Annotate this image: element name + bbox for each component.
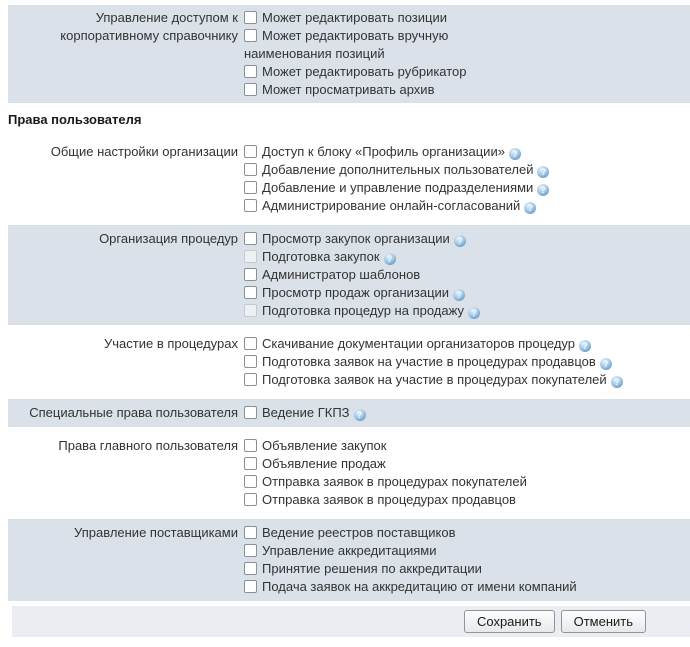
footer-action-bar — [12, 606, 690, 637]
user-rights-sections — [0, 133, 690, 601]
help-icon[interactable]: ? — [354, 409, 366, 421]
section-org-general-settings — [8, 133, 690, 225]
permission-item — [244, 455, 690, 473]
section-label: Управление поставщиками — [74, 525, 238, 540]
checkbox-label: Подготовка заявок на участие в процедурах продавцов — [262, 354, 596, 369]
section-label: Участие в процедурах — [104, 336, 238, 351]
checkbox[interactable] — [244, 268, 257, 281]
section-main-user-rights — [8, 427, 690, 519]
permission-item — [244, 542, 690, 560]
permission-item — [244, 161, 690, 179]
help-icon[interactable]: ? — [509, 148, 521, 160]
help-icon[interactable]: ? — [454, 235, 466, 247]
section-label: Управление доступом к корпоративному справочнику — [60, 10, 238, 43]
help-icon[interactable]: ? — [524, 202, 536, 214]
help-icon[interactable]: ? — [384, 253, 396, 265]
checkbox-label: Отправка заявок в процедурах покупателей — [262, 474, 527, 489]
checkbox[interactable] — [244, 439, 257, 452]
section-items — [244, 404, 690, 422]
checkbox[interactable] — [244, 83, 257, 96]
checkbox[interactable] — [244, 11, 257, 24]
checkbox[interactable] — [244, 163, 257, 176]
checkbox-label: Подача заявок на аккредитацию от имени компаний — [262, 579, 577, 594]
section-items — [244, 9, 494, 99]
checkbox-label: Может просматривать архив — [262, 82, 435, 97]
help-icon[interactable]: ? — [453, 289, 465, 301]
permission-item — [244, 335, 690, 353]
checkbox-label: Ведение ГКПЗ — [262, 405, 350, 420]
permission-item — [244, 9, 494, 27]
permission-item — [244, 404, 690, 422]
checkbox-label: Может редактировать рубрикатор — [262, 64, 467, 79]
checkbox[interactable] — [244, 580, 257, 593]
checkbox[interactable] — [244, 355, 257, 368]
checkbox-label: Просмотр продаж организации — [262, 285, 450, 300]
help-icon[interactable]: ? — [579, 340, 591, 352]
checkbox-label: Подготовка процедур на продажу — [262, 303, 464, 318]
section-procedure-organization — [8, 225, 690, 325]
help-icon[interactable]: ? — [600, 358, 612, 370]
checkbox[interactable] — [244, 337, 257, 350]
permission-item — [244, 197, 690, 215]
checkbox-label: Принятие решения по аккредитации — [262, 561, 482, 576]
checkbox-label: Администрирование онлайн-согласований — [262, 198, 521, 213]
permission-item — [244, 302, 690, 320]
section-items — [244, 437, 690, 509]
permission-item — [244, 230, 690, 248]
section-items — [244, 524, 690, 596]
checkbox[interactable] — [244, 562, 257, 575]
permission-item — [244, 473, 690, 491]
checkbox — [244, 304, 257, 317]
checkbox-label: Администратор шаблонов — [262, 267, 421, 282]
save-button[interactable]: Сохранить — [464, 610, 555, 633]
checkbox[interactable] — [244, 232, 257, 245]
checkbox-label: Отправка заявок в процедурах продавцов — [262, 492, 516, 507]
permission-item — [244, 266, 690, 284]
section-label: Специальные права пользователя — [29, 405, 238, 420]
user-rights-heading: Права пользователя — [8, 112, 142, 127]
section-label: Общие настройки организации — [50, 144, 238, 159]
checkbox[interactable] — [244, 373, 257, 386]
permission-item — [244, 248, 690, 266]
checkbox[interactable] — [244, 544, 257, 557]
permission-item — [244, 143, 690, 161]
checkbox[interactable] — [244, 475, 257, 488]
checkbox-label: Подготовка закупок — [262, 249, 380, 264]
permission-item — [244, 491, 690, 509]
checkbox[interactable] — [244, 199, 257, 212]
permission-item — [244, 560, 690, 578]
checkbox-label: Добавление дополнительных пользователей — [262, 162, 534, 177]
help-icon[interactable]: ? — [611, 376, 623, 388]
permission-item — [244, 63, 494, 81]
help-icon[interactable]: ? — [537, 184, 549, 196]
checkbox[interactable] — [244, 65, 257, 78]
checkbox[interactable] — [244, 406, 257, 419]
checkbox-label: Управление аккредитациями — [262, 543, 437, 558]
checkbox-label: Доступ к блоку «Профиль организации» — [262, 144, 505, 159]
directory-access-block — [0, 5, 690, 103]
section-items — [244, 335, 690, 389]
permission-item — [244, 578, 690, 596]
permission-item — [244, 371, 690, 389]
section-special-user-rights — [8, 399, 690, 427]
permission-item — [244, 437, 690, 455]
section-label: Организация процедур — [99, 231, 238, 246]
permission-item — [244, 524, 690, 542]
checkbox[interactable] — [244, 181, 257, 194]
permission-item — [244, 81, 494, 99]
permission-item — [244, 27, 494, 63]
section-directory-access — [8, 5, 690, 103]
checkbox-label: Добавление и управление подразделениями — [262, 180, 534, 195]
checkbox-label: Просмотр закупок организации — [262, 231, 450, 246]
help-icon[interactable]: ? — [468, 307, 480, 319]
checkbox-label: Может редактировать позиции — [262, 10, 447, 25]
checkbox[interactable] — [244, 29, 257, 42]
checkbox[interactable] — [244, 457, 257, 470]
checkbox — [244, 250, 257, 263]
cancel-button[interactable]: Отменить — [561, 610, 646, 633]
permission-item — [244, 284, 690, 302]
checkbox-label: Подготовка заявок на участие в процедурах покупателей — [262, 372, 607, 387]
checkbox-label: Ведение реестров поставщиков — [262, 525, 456, 540]
permission-item — [244, 353, 690, 371]
checkbox-label: Может редактировать вручную наименования позиций — [244, 28, 449, 61]
checkbox-label: Объявление продаж — [262, 456, 386, 471]
checkbox[interactable] — [244, 286, 257, 299]
section-items — [244, 143, 690, 215]
checkbox[interactable] — [244, 493, 257, 506]
section-supplier-management — [8, 519, 690, 601]
section-label: Права главного пользователя — [58, 438, 238, 453]
section-procedure-participation — [8, 325, 690, 399]
section-items — [244, 230, 690, 320]
checkbox[interactable] — [244, 526, 257, 539]
checkbox[interactable] — [244, 145, 257, 158]
checkbox-label: Скачивание документации организаторов процедур — [262, 336, 576, 351]
checkbox-label: Объявление закупок — [262, 438, 387, 453]
help-icon[interactable]: ? — [537, 166, 549, 178]
permission-item — [244, 179, 690, 197]
